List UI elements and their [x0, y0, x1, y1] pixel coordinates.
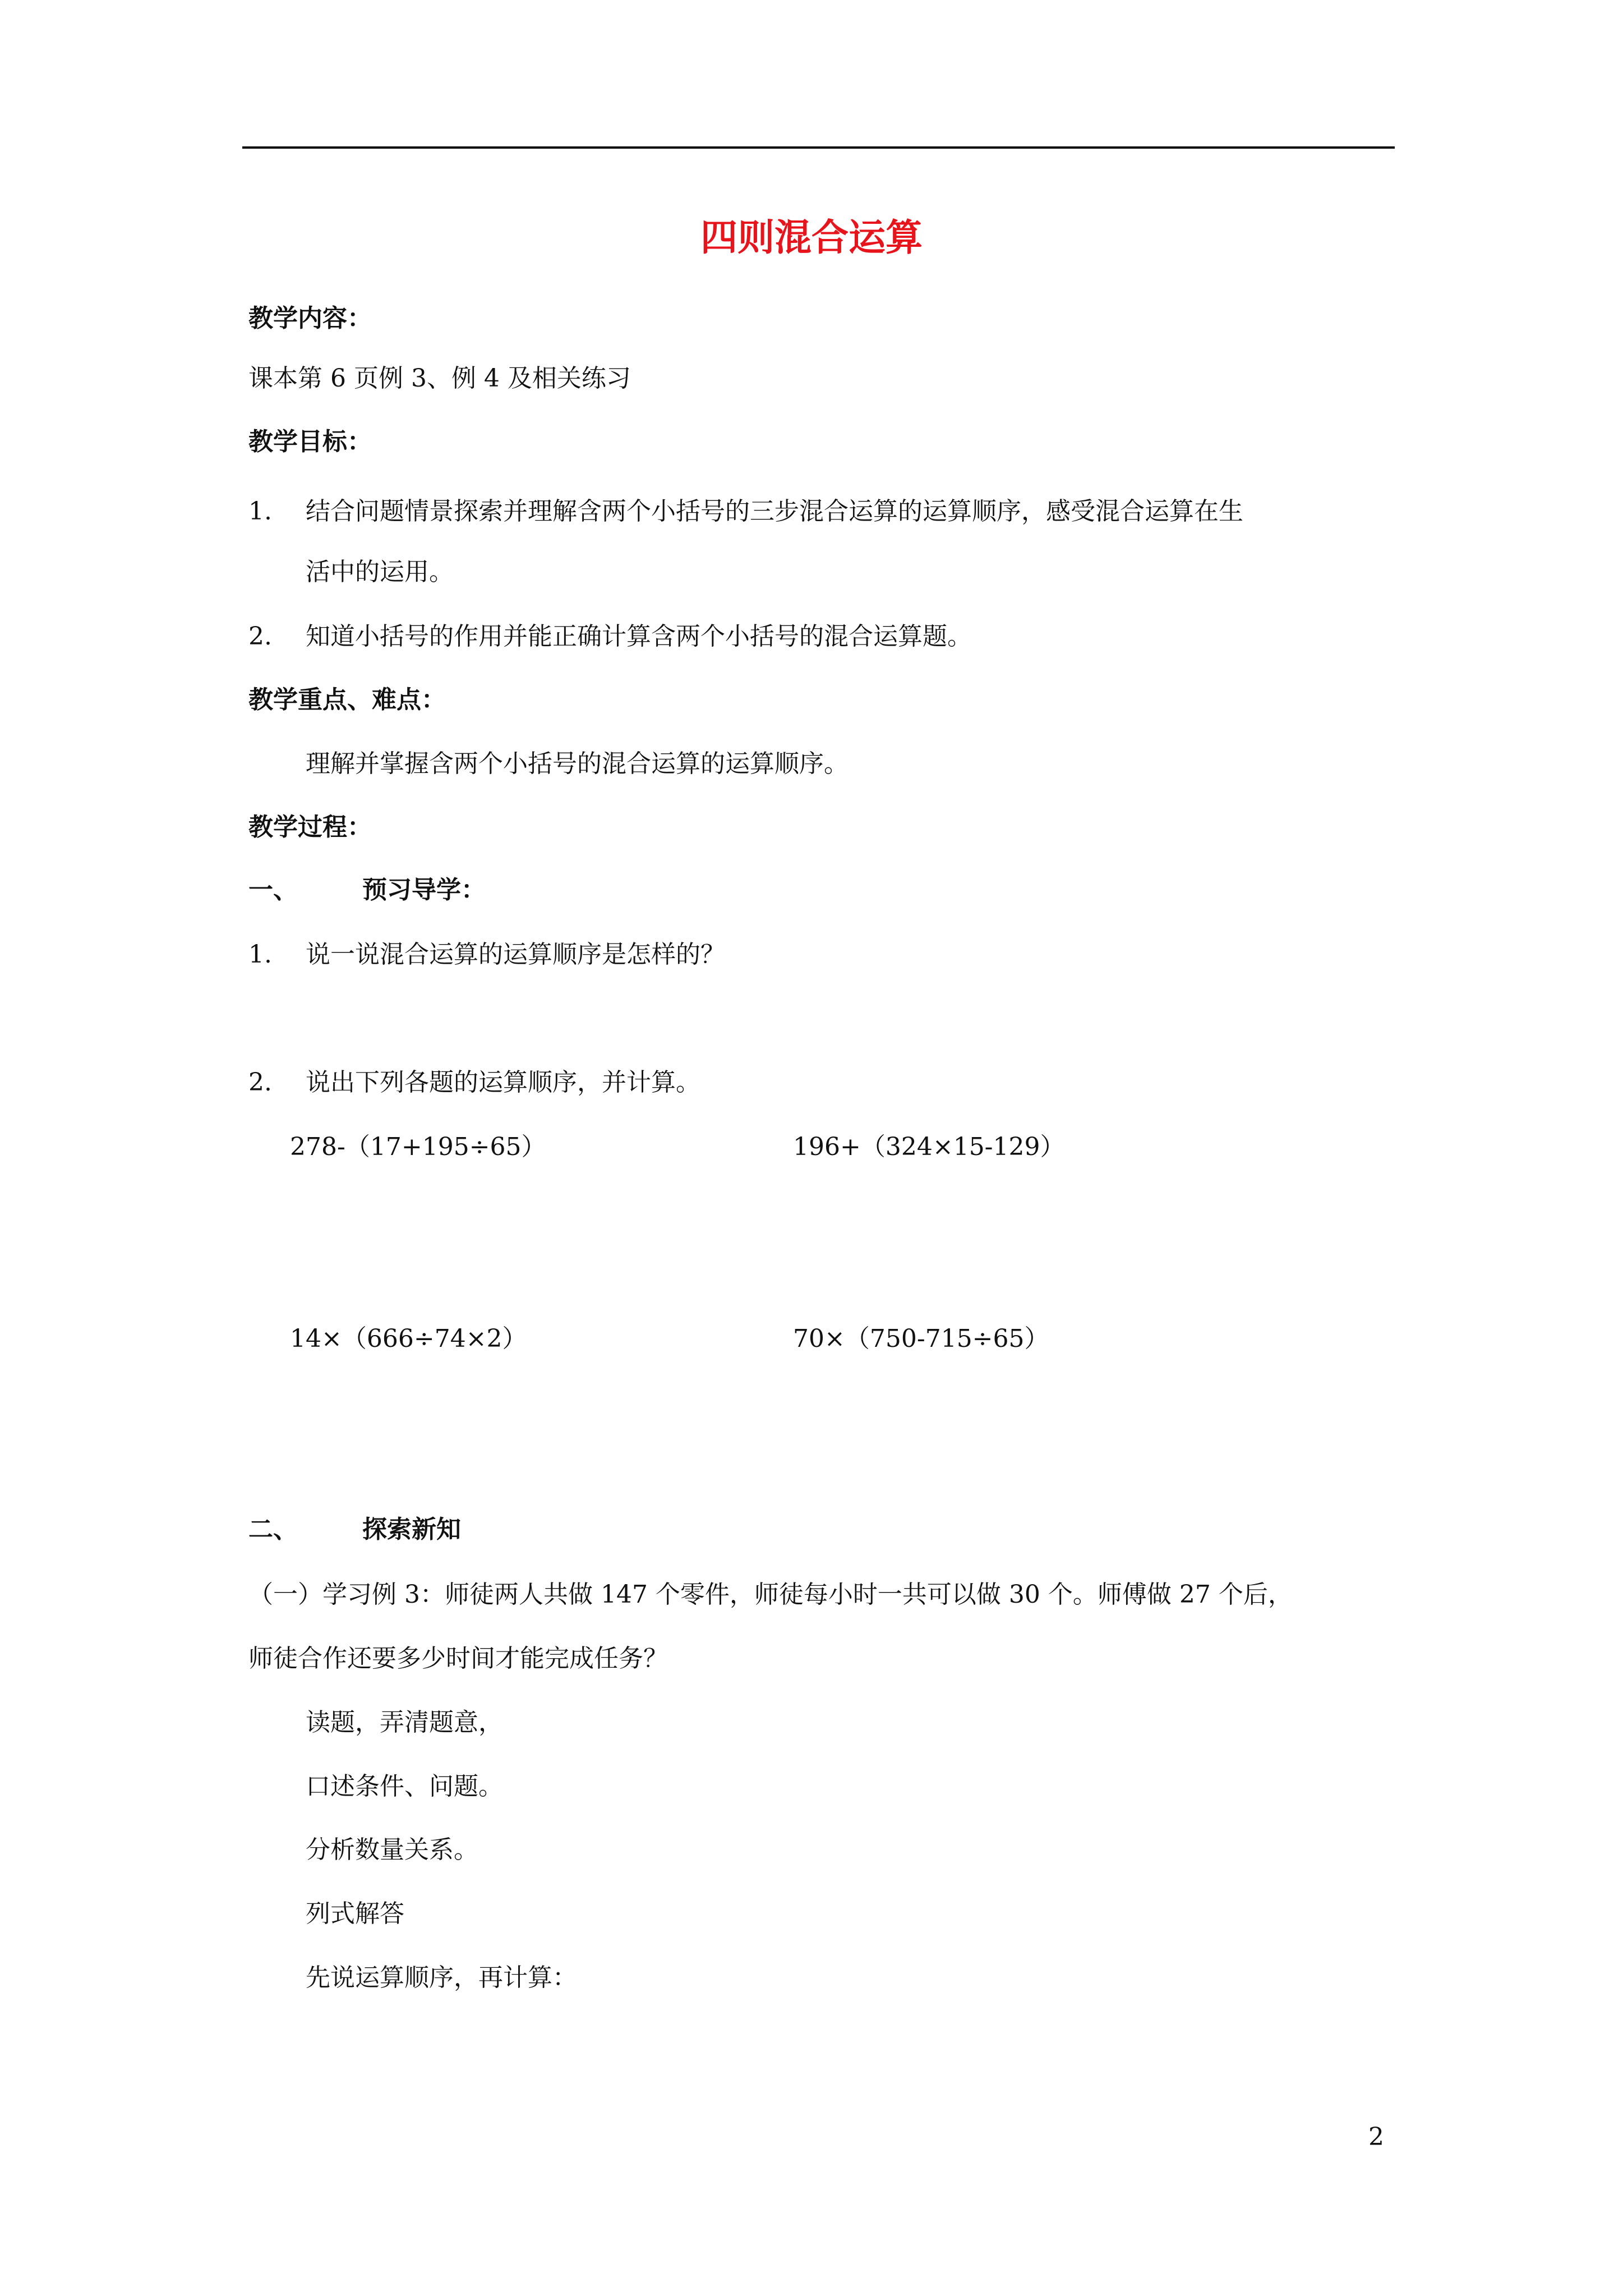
example-3-line-2: 师徒合作还要多少时间才能完成任务？: [248, 1644, 668, 1673]
goal-2-number: 2.: [248, 622, 272, 651]
step-1: 读题，弄清题意，: [306, 1708, 503, 1737]
heading-teaching-content: 教学内容：: [248, 304, 372, 333]
page-number: 2: [1368, 2123, 1384, 2151]
exercise-3: 14×（666÷74×2）: [290, 1324, 527, 1353]
goal-1-number: 1.: [248, 497, 272, 526]
teaching-content-text: 课本第 6 页例 3、例 4 及相关练习: [248, 364, 631, 393]
heading-teaching-process: 教学过程：: [248, 813, 372, 841]
heading-teaching-goals: 教学目标：: [248, 427, 372, 456]
section-2-label: 探索新知: [362, 1515, 461, 1544]
exercise-4: 70×（750-715÷65）: [793, 1324, 1049, 1353]
key-points-text: 理解并掌握含两个小括号的混合运算的运算顺序。: [306, 749, 849, 778]
section-1-number: 一、: [248, 876, 298, 904]
goal-1-line-1: 结合问题情景探索并理解含两个小括号的三步混合运算的运算顺序，感受混合运算在生: [306, 497, 1243, 526]
preview-item-2-number: 2.: [248, 1068, 272, 1097]
goal-2-line-1: 知道小括号的作用并能正确计算含两个小括号的混合运算题。: [306, 622, 972, 651]
preview-item-1-text: 说一说混合运算的运算顺序是怎样的？: [306, 940, 725, 969]
step-2: 口述条件、问题。: [306, 1772, 503, 1801]
exercise-2: 196+（324×15-129）: [793, 1133, 1065, 1161]
heading-key-points: 教学重点、难点：: [248, 685, 446, 714]
step-3: 分析数量关系。: [306, 1835, 478, 1864]
section-1-label: 预习导学：: [362, 876, 486, 904]
exercise-1: 278-（17+195÷65）: [290, 1133, 546, 1161]
page-title: 四则混合运算: [700, 215, 923, 259]
header-rule: [242, 146, 1395, 149]
section-2-number: 二、: [248, 1515, 298, 1544]
step-4: 列式解答: [306, 1899, 404, 1928]
example-3-line-1: （一）学习例 3：师徒两人共做 147 个零件，师徒每小时一共可以做 30 个。师傅做 27 个后，: [248, 1580, 1293, 1609]
goal-1-line-2: 活中的运用。: [306, 558, 454, 586]
preview-item-1-number: 1.: [248, 940, 272, 969]
step-5: 先说运算顺序，再计算：: [306, 1963, 577, 1992]
preview-item-2-text: 说出下列各题的运算顺序，并计算。: [306, 1068, 700, 1097]
